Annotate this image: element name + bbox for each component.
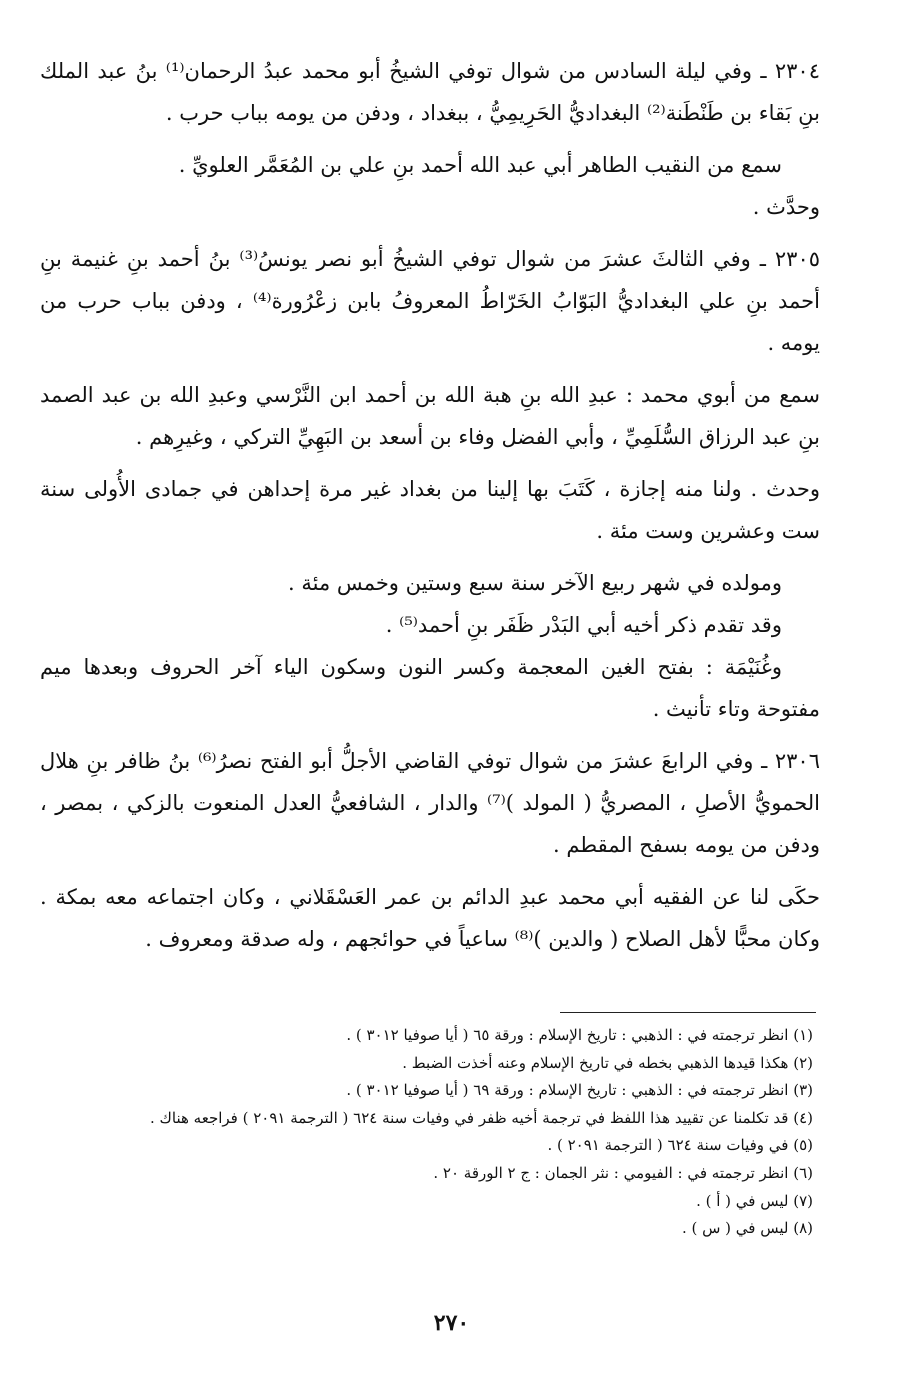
main-text <box>40 50 820 970</box>
footnote: (٣) انظر ترجمته في : الذهبي : تاريخ الإسلام : ورقة ٦٩ ( أيا صوفيا ٣٠١٢ ) . <box>346 1081 813 1100</box>
paragraph: سمع من النقيب الطاهر أبي عبد الله أحمد بنِ علي بن المُعَمَّر العلويِّ . <box>178 153 782 177</box>
page-number: ٢٧٠ <box>433 1310 470 1336</box>
entry-2305: ٢٣٠٥ ـ وفي الثالثَ عشرَ من شوال توفي الشيخُ أبو نصر يونسُ⁽³⁾ بنُ أحمد بنِ غنيمة بنِ أحمد بنِ علي البغداديُّ البَوّابُ الخَرّاطُ المعروفُ بابن زعْرُورة⁽⁴⁾ ، ودفن بباب حرب من يومه . <box>40 247 821 355</box>
footnote: (٤) قد تكلمنا عن تقييد هذا اللفظ في ترجمة أخيه ظفر في وفيات سنة ٦٢٤ ( الترجمة ٢٠٩١ ) فراجعه هناك . <box>150 1108 813 1127</box>
footnote: (٦) انظر ترجمته في : الفيومي : نثر الجمان : ج ٢ الورقة ٢٠ . <box>433 1163 813 1182</box>
paragraph: حكَى لنا عن الفقيه أبي محمد عبدِ الدائم بن عمر العَسْقَلاني ، وكان اجتماعه معه بمكة . وكان محبًّا لأهل الصلاح ( والدين )⁽⁸⁾ ساعياً في حوائجهم ، وله صدقة ومعروف . <box>40 885 820 951</box>
footnotes <box>53 1022 813 1243</box>
footnote: (٥) في وفيات سنة ٦٢٤ ( الترجمة ٢٠٩١ ) . <box>547 1136 813 1155</box>
footnote: (٢) هكذا قيدها الذهبي بخطه في تاريخ الإسلام وعنه أخذت الضبط . <box>402 1053 813 1072</box>
entry-2304: ٢٣٠٤ ـ وفي ليلة السادس من شوال توفي الشيخُ أبو محمد عبدُ الرحمان⁽¹⁾ بنُ عبد الملك بنِ بَقاء بن طَنْطَنة⁽²⁾ البغداديُّ الحَرِيمِيُّ ، ببغداد ، ودفن من يومه بباب حرب . <box>40 59 820 125</box>
paragraph: وغُنَيْمَة : بفتح الغين المعجمة وكسر النون وسكون الياء آخر الحروف وبعدها ميم مفتوحة وتاء تأنيث . <box>40 655 820 721</box>
footnote: (٧) ليس في ( أ ) . <box>696 1191 813 1210</box>
footnote-divider <box>560 1012 816 1013</box>
paragraph: سمع من أبوي محمد : عبدِ الله بنِ هبة الله بن أحمد ابن النَّرْسي وعبدِ الله بن عبد الصمد بنِ عبد الرزاق السُّلَمِيِّ ، وأبي الفضل وفاء بن أسعد بن البَهِيِّ التركي ، وغيرِهم . <box>40 383 820 449</box>
paragraph: وقد تقدم ذكر أخيه أبي البَدْر ظَفَر بنِ أحمد⁽⁵⁾ . <box>385 613 782 637</box>
footnote: (١) انظر ترجمته في : الذهبي : تاريخ الإسلام : ورقة ٦٥ ( أيا صوفيا ٣٠١٢ ) . <box>346 1026 813 1044</box>
paragraph: وحدث . ولنا منه إجازة ، كَتَبَ بها إلينا من بغداد غير مرة إحداهن في جمادى الأُولى سنة ست وعشرين وست مئة . <box>40 477 820 543</box>
paragraph: وحدَّث . <box>752 195 820 219</box>
entry-2306: ٢٣٠٦ ـ وفي الرابعَ عشرَ من شوال توفي القاضي الأجلُّ أبو الفتح نصرُ⁽⁶⁾ بنُ ظافر بنِ هلال الحمويُّ الأصلِ ، المصريُّ ( المولد )⁽⁷⁾ والدار ، الشافعيُّ العدل المنعوت بالزكي ، بمصر ، ودفن من يومه بسفح المقطم . <box>40 749 820 857</box>
footnote: (٨) ليس في ( س ) . <box>681 1219 813 1238</box>
paragraph: ومولده في شهر ربيع الآخر سنة سبع وستين وخمس مئة . <box>288 571 782 595</box>
